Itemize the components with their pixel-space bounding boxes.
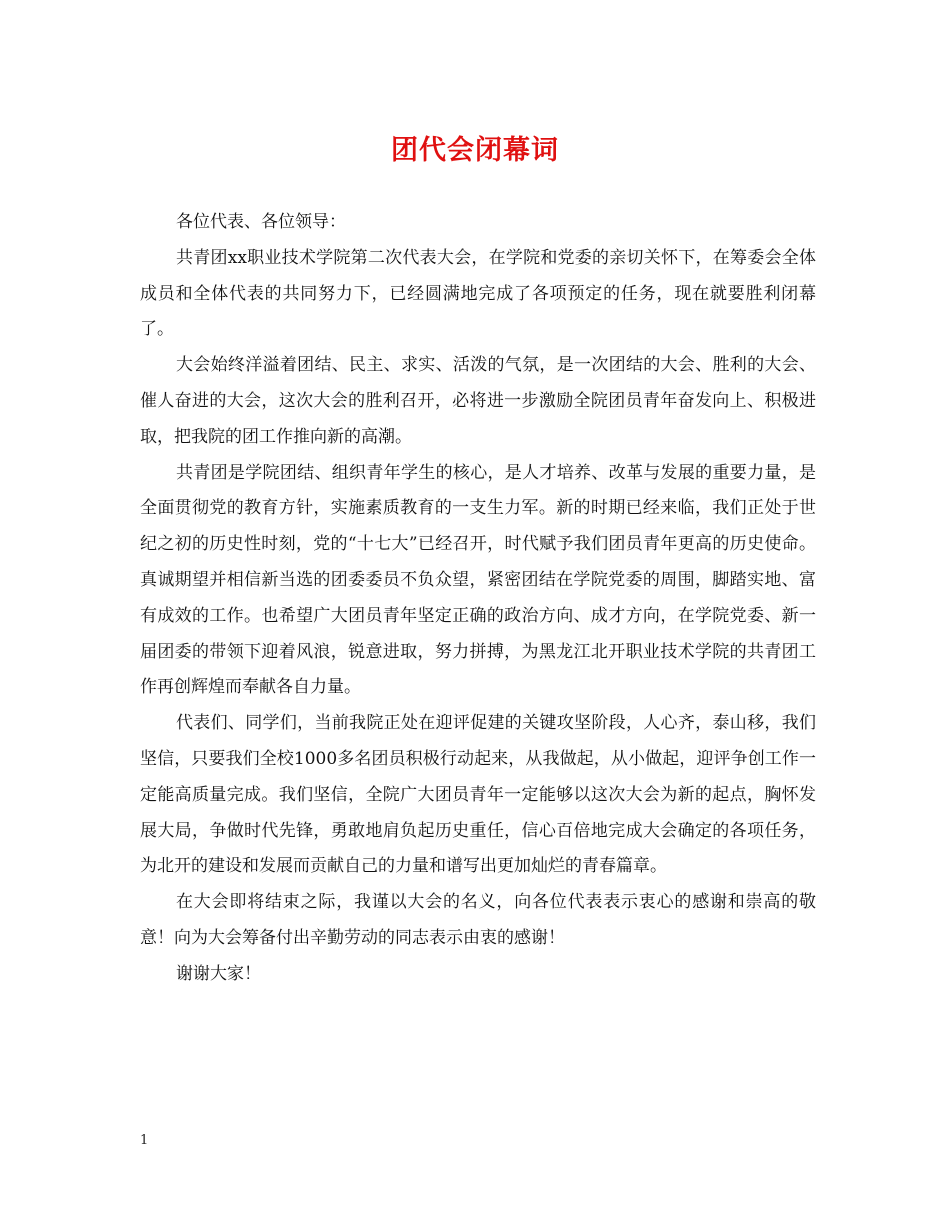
paragraph-closing: 谢谢大家！ (176, 963, 261, 984)
paragraph-salutation: 各位代表、各位领导： (176, 212, 346, 232)
paragraph-1: 共青团xx职业技术学院第二次代表大会，在学院和党委的亲切关怀下，在筹委会全体成员和全体代表的共同努力下，已经圆满地完成了各项预定的任务，现在就要胜利闭幕了。 (140, 247, 816, 340)
page-number: 1 (140, 1133, 149, 1148)
paragraph-3: 共青团是学院团结、组织青年学生的核心，是人才培养、改革与发展的重要力量，是全面贯彻党的教育方针，实施素质教育的一支生力军。新的时期已经来临，我们正处于世纪之初的历史性时刻，党的“十七大”已经召开，时代赋予我们团员青年更高的历史使命。真诚期望并相信新当选的团委委员不负众望，紧密团结在学院党委的周围，脚踏实地、富有成效的工作。也希望广大团员青年坚定正确的政治方向、成才方向，在学院党委、新一届团委的带领下迎着风浪，锐意进取，努力拼搏，为黑龙江北开职业技术学院的共青团工作再创辉煌而奉献各自力量。 (140, 462, 816, 698)
paragraph-5: 在大会即将结束之际，我谨以大会的名义，向各位代表表示衷心的感谢和崇高的敬意！向为大会筹备付出辛勤劳动的同志表示由衷的感谢！ (140, 892, 816, 948)
paragraph-4: 代表们、同学们，当前我院正处在迎评促建的关键攻坚阶段，人心齐，泰山移，我们坚信，只要我们全校1000多名团员积极行动起来，从我做起，从小做起，迎评争创工作一定能高质量完成。我们坚信，全院广大团员青年一定能够以这次大会为新的起点，胸怀发展大局，争做时代先锋，勇敢地肩负起历史重任，信心百倍地完成大会确定的各项任务，为北开的建设和发展而贡献自己的力量和谱写出更加灿烂的青春篇章。 (140, 713, 816, 877)
paragraph-2: 大会始终洋溢着团结、民主、求实、活泼的气氛，是一次团结的大会、胜利的大会、催人奋进的大会，这次大会的胜利召开，必将进一步激励全院团员青年奋发向上、积极进取，把我院的团工作推向新的高潮。 (140, 355, 816, 447)
document-body (140, 205, 816, 993)
document-title: 团代会闭幕词 (391, 135, 559, 166)
